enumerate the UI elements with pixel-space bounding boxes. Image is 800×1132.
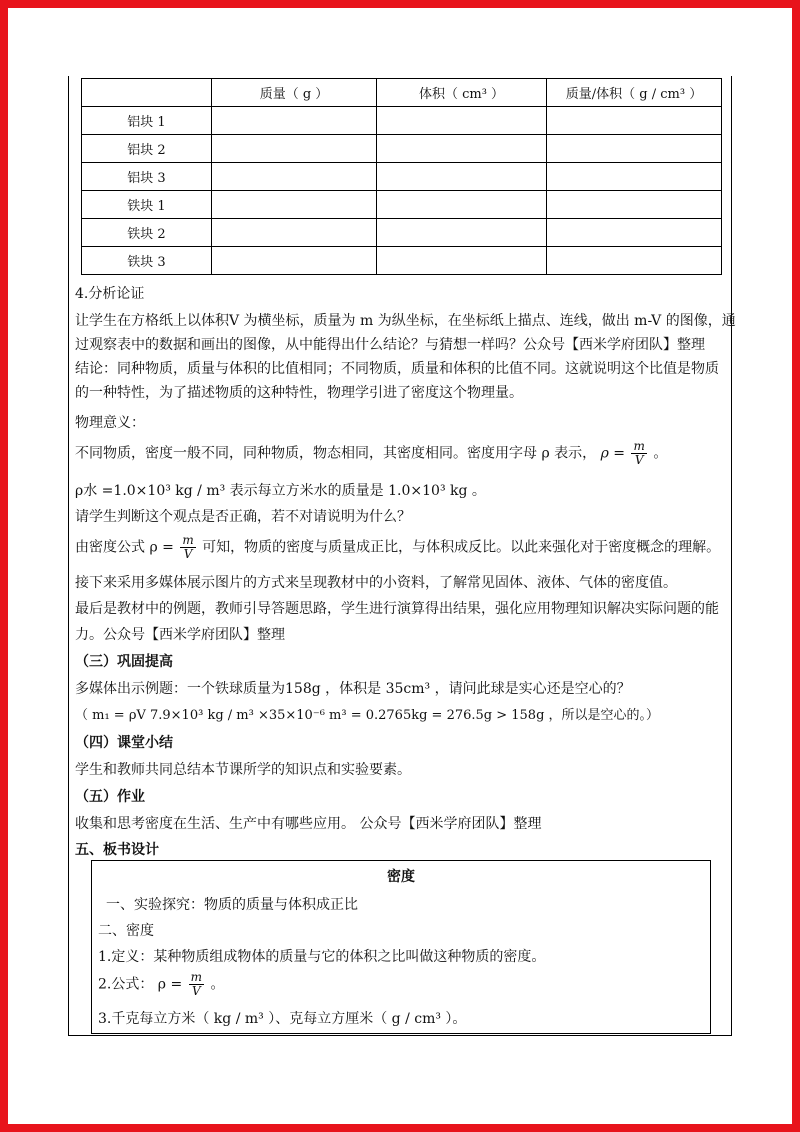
board-item: 1.定义：某种物质组成物体的质量与它的体积之比叫做这种物质的密度。 <box>98 949 546 965</box>
table-header-cell <box>82 79 212 107</box>
paragraph-line: 学生和教师共同总结本节课所学的知识点和实验要素。 <box>75 762 411 778</box>
fraction-denominator: V <box>192 984 201 998</box>
paragraph-line <box>75 440 667 467</box>
row-label: 铁块 3 <box>82 247 212 275</box>
section-heading-board: 五、板书设计 <box>75 842 159 858</box>
table-cell <box>547 191 722 219</box>
table-row <box>82 135 722 163</box>
fraction-denominator: V <box>183 547 193 561</box>
paragraph-line: 收集和思考密度在生活、生产中有哪些应用。 公众号【西米学府团队】整理 <box>75 816 542 832</box>
meaning-end: 。 <box>653 445 668 462</box>
fraction-numerator: m <box>190 970 203 984</box>
board-formula-pre: 2.公式： ρ = <box>98 976 183 993</box>
row-label: 铝块 3 <box>82 163 212 191</box>
rho-equals: ρ = <box>600 445 626 462</box>
section-heading-consolidate: （三）巩固提高 <box>75 654 173 670</box>
density-fraction <box>180 534 195 561</box>
fraction-denominator: V <box>634 453 644 467</box>
measurement-table <box>81 78 722 275</box>
board-formula-post: 。 <box>210 976 225 993</box>
table-cell <box>377 219 547 247</box>
paragraph-line: 多媒体出示例题：一个铁球质量为158g ，体积是 35cm³ ，请问此球是实心还是空心的？ <box>75 681 631 697</box>
table-row <box>82 107 722 135</box>
board-formula <box>98 971 225 998</box>
table-cell <box>212 247 377 275</box>
paragraph-line: 让学生在方格纸上以体积V 为横坐标，质量为 m 为纵坐标，在坐标纸上描点、连线，做出 m-V 的图像，通 <box>75 313 736 329</box>
row-label: 铁块 1 <box>82 191 212 219</box>
table-cell <box>377 107 547 135</box>
formula-post: 可知，物质的密度与质量成正比，与体积成反比。以此来强化对于密度概念的理解。 <box>202 539 721 556</box>
table-cell <box>547 107 722 135</box>
paragraph-line: 力。公众号【西米学府团队】整理 <box>75 627 285 643</box>
board-item: 一、实验探究：物质的质量与体积成正比 <box>106 897 358 913</box>
row-label: 铝块 1 <box>82 107 212 135</box>
row-label: 铁块 2 <box>82 219 212 247</box>
table-cell <box>212 163 377 191</box>
meaning-text: 不同物质，密度一般不同，同种物质，物态相同，其密度相同。密度用字母 ρ 表示， <box>75 445 597 462</box>
water-density-line: ρ水 =1.0×10³ kg / m³ 表示每立方米水的质量是 1.0×10³ kg 。 <box>75 483 486 499</box>
answer-line: （ m₁ = ρV 7.9×10³ kg / m³ ×35×10⁻⁶ m³ = 0.2765kg = 276.5g > 158g ，所以是空心的。） <box>75 708 660 723</box>
table-cell <box>547 163 722 191</box>
density-fraction <box>631 440 646 467</box>
table-cell <box>377 191 547 219</box>
table-cell <box>212 107 377 135</box>
table-cell <box>212 191 377 219</box>
fraction-numerator: m <box>182 533 194 547</box>
table-cell <box>547 135 722 163</box>
table-header-cell: 体积（ cm³ ） <box>377 79 547 107</box>
paragraph-line: 请学生判断这个观点是否正确，若不对请说明为什么？ <box>75 509 411 525</box>
table-cell <box>547 219 722 247</box>
paragraph-line: 的一种特性，为了描述物质的这种特性，物理学引进了密度这个物理量。 <box>75 385 523 401</box>
section-heading-summary: （四）课堂小结 <box>75 735 173 751</box>
table-header-row <box>82 79 722 107</box>
paragraph-line: 结论：同种物质，质量与体积的比值相同；不同物质，质量和体积的比值不同。这就说明这个比值是物质 <box>75 361 719 377</box>
table-cell <box>547 247 722 275</box>
board-design-box <box>91 860 711 1034</box>
row-label: 铝块 2 <box>82 135 212 163</box>
paragraph-line: 接下来采用多媒体展示图片的方式来呈现教材中的小资料，了解常见固体、液体、气体的密度值。 <box>75 575 677 591</box>
board-item: 3.千克每立方米（ kg / m³ ）、克每立方厘米（ g / cm³ ）。 <box>98 1011 467 1027</box>
formula-pre: 由密度公式 ρ = <box>75 539 174 556</box>
section-heading-analysis: 4.分析论证 <box>75 286 145 302</box>
table-cell <box>377 247 547 275</box>
table-row <box>82 163 722 191</box>
table-cell <box>377 135 547 163</box>
physics-meaning-label: 物理意义： <box>75 415 145 431</box>
board-title: 密度 <box>387 869 415 885</box>
table-cell <box>212 219 377 247</box>
density-fraction <box>189 971 204 998</box>
paragraph-line: 过观察表中的数据和画出的图像，从中能得出什么结论？与猜想一样吗？公众号【西米学府团队】整理 <box>75 337 705 353</box>
table-row <box>82 219 722 247</box>
document-body <box>68 76 736 1036</box>
table-row <box>82 191 722 219</box>
table-cell <box>212 135 377 163</box>
table-header-cell: 质量（ g ） <box>212 79 377 107</box>
table-row <box>82 247 722 275</box>
board-item: 二、密度 <box>98 923 154 939</box>
table-cell <box>377 163 547 191</box>
section-heading-homework: （五）作业 <box>75 789 145 805</box>
paragraph-line: 最后是教材中的例题，教师引导答题思路，学生进行演算得出结果，强化应用物理知识解决实际问题的能 <box>75 601 719 617</box>
formula-line <box>75 534 720 561</box>
fraction-numerator: m <box>633 439 645 453</box>
table-header-cell: 质量/体积（ g / cm³ ） <box>547 79 722 107</box>
